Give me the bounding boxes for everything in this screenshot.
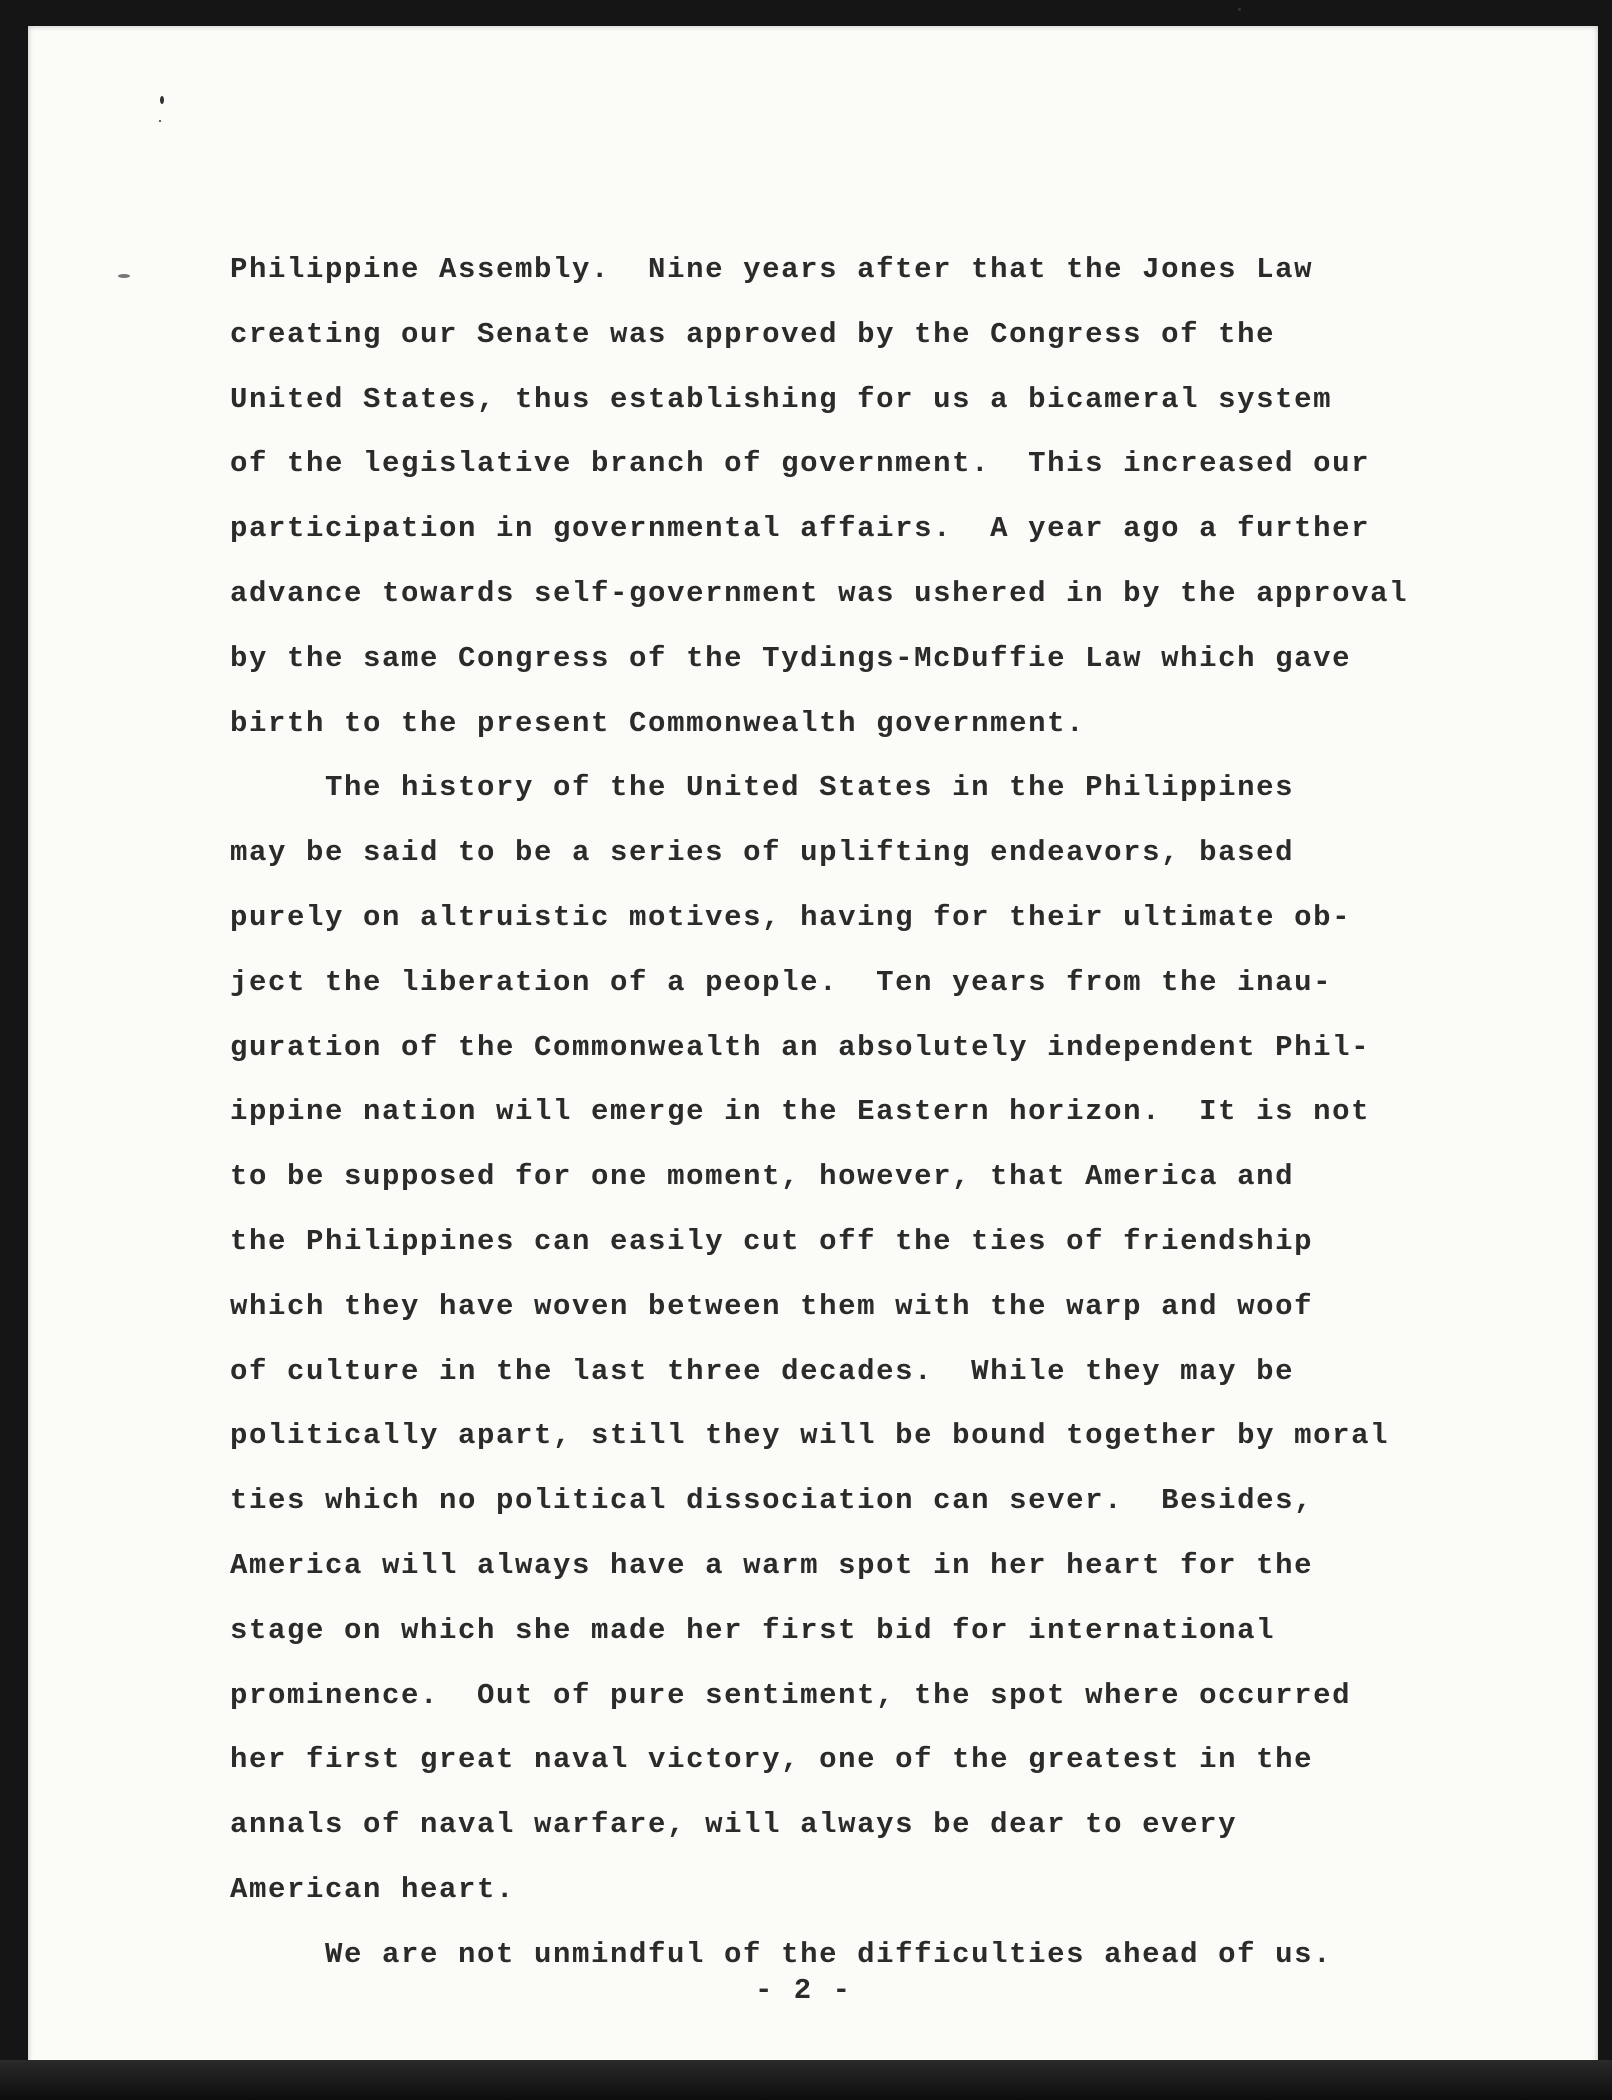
text-line: ties which no political dissociation can sever. Besides,: [230, 1484, 1314, 1518]
text-line: birth to the present Commonwealth government.: [230, 706, 1086, 740]
text-line: by the same Congress of the Tydings-McDuffie Law which gave: [230, 641, 1352, 675]
text-line: purely on altruistic motives, having for their ultimate ob-: [230, 900, 1352, 934]
body-text: [230, 238, 1490, 1988]
text-line: stage on which she made her first bid for international: [230, 1613, 1276, 1647]
text-line: American heart.: [230, 1872, 516, 1906]
text-line: politically apart, still they will be bound together by moral: [230, 1419, 1390, 1453]
text-line: participation in governmental affairs. A year ago a further: [230, 512, 1371, 546]
text-line: advance towards self-government was ushered in by the approval: [230, 576, 1409, 610]
text-line: United States, thus establishing for us a bicameral system: [230, 382, 1333, 416]
text-line: the Philippines can easily cut off the ties of friendship: [230, 1224, 1314, 1258]
text-line: The history of the United States in the Philippines: [325, 771, 1295, 805]
text-line: America will always have a warm spot in her heart for the: [230, 1548, 1314, 1582]
page-number: - 2 -: [755, 1974, 853, 2007]
text-line: to be supposed for one moment, however, that America and: [230, 1160, 1295, 1194]
text-line: may be said to be a series of uplifting endeavors, based: [230, 836, 1295, 870]
text-line: prominence. Out of pure sentiment, the spot where occurred: [230, 1678, 1352, 1712]
text-line: ippine nation will emerge in the Eastern horizon. It is not: [230, 1095, 1371, 1129]
scan-border: [0, 2060, 1612, 2100]
text-line: of the legislative branch of government. This increased our: [230, 447, 1371, 481]
text-line: which they have woven between them with the warp and woof: [230, 1289, 1314, 1323]
text-line: ject the liberation of a people. Ten years from the inau-: [230, 965, 1333, 999]
text-line: We are not unmindful of the difficulties ahead of us.: [325, 1937, 1333, 1971]
text-line: annals of naval warfare, will always be dear to every: [230, 1808, 1238, 1842]
text-line: her first great naval victory, one of the greatest in the: [230, 1743, 1314, 1777]
text-line: of culture in the last three decades. While they may be: [230, 1354, 1295, 1388]
text-line: creating our Senate was approved by the Congress of the: [230, 317, 1276, 351]
text-line: Philippine Assembly. Nine years after that the Jones Law: [230, 253, 1314, 286]
text-line: guration of the Commonwealth an absolutely independent Phil-: [230, 1030, 1371, 1064]
